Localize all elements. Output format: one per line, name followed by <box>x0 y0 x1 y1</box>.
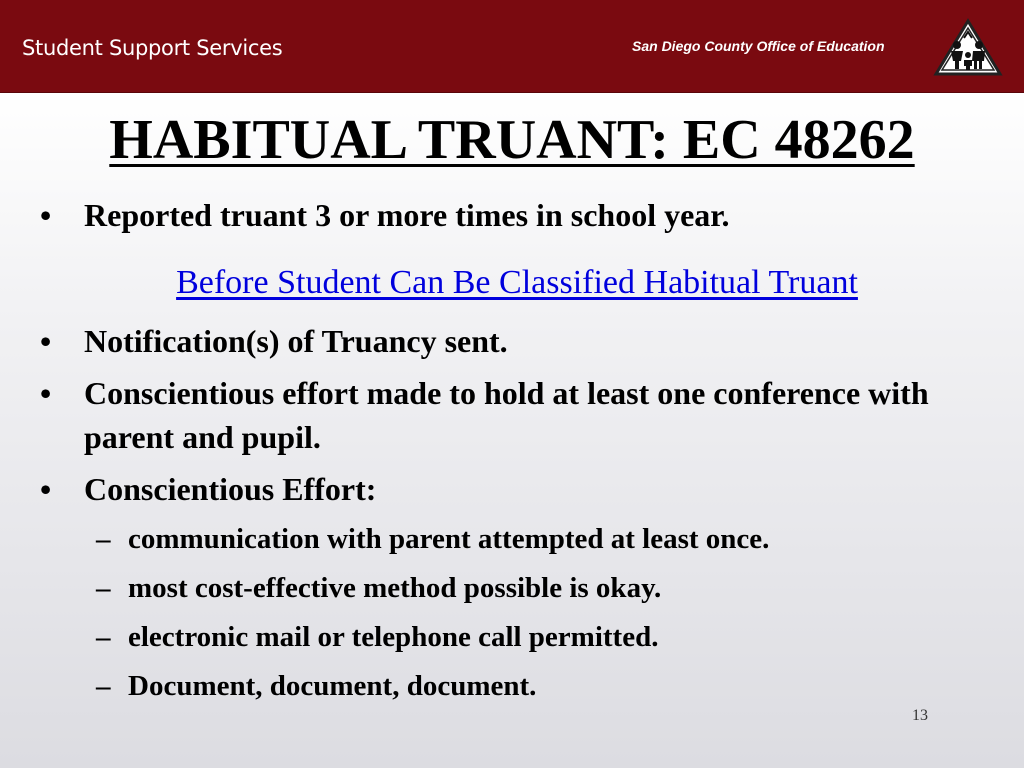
page-number: 13 <box>912 707 928 724</box>
sub-bullet-item <box>96 519 996 559</box>
bullet-item <box>40 371 980 459</box>
sub-bullet-text: electronic mail or telephone call permitted. <box>128 621 659 653</box>
subheading-link[interactable]: Before Student Can Be Classified Habitual Truant <box>176 264 858 301</box>
sub-bullet-text: communication with parent attempted at least once. <box>128 523 770 555</box>
family-house-icon <box>932 18 1004 80</box>
dash-marker: – <box>96 621 111 653</box>
dash-marker: – <box>96 572 111 604</box>
header-bar <box>0 0 1024 93</box>
sub-bullet-item <box>96 617 996 657</box>
slide-title <box>0 108 1024 172</box>
bullet-item <box>40 319 980 363</box>
sub-bullet-item <box>96 666 996 706</box>
dash-marker: – <box>96 670 111 702</box>
bullet-marker: • <box>40 197 52 233</box>
intro-bullet-text: Reported truant 3 or more times in school year. <box>84 197 730 233</box>
sub-bullet-item <box>96 568 996 608</box>
intro-bullet <box>40 193 980 237</box>
bullet-marker: • <box>40 323 52 359</box>
sub-bullet-text: Document, document, document. <box>128 670 537 702</box>
bullet-text: Conscientious effort made to hold at least one conference with parent and pupil. <box>84 375 929 455</box>
header-right-label: San Diego County Office of Education <box>632 38 885 54</box>
bullet-text: Conscientious Effort: <box>84 471 377 507</box>
sub-bullet-text: most cost-effective method possible is okay. <box>128 572 662 604</box>
dash-marker: – <box>96 523 111 555</box>
header-left-label: Student Support Services <box>22 36 283 60</box>
slide-title-text: HABITUAL TRUANT: EC 48262 <box>109 109 915 171</box>
bullet-marker: • <box>40 375 52 411</box>
bullet-marker: • <box>40 471 52 507</box>
bullet-text: Notification(s) of Truancy sent. <box>84 323 508 359</box>
bullet-item <box>40 467 980 511</box>
